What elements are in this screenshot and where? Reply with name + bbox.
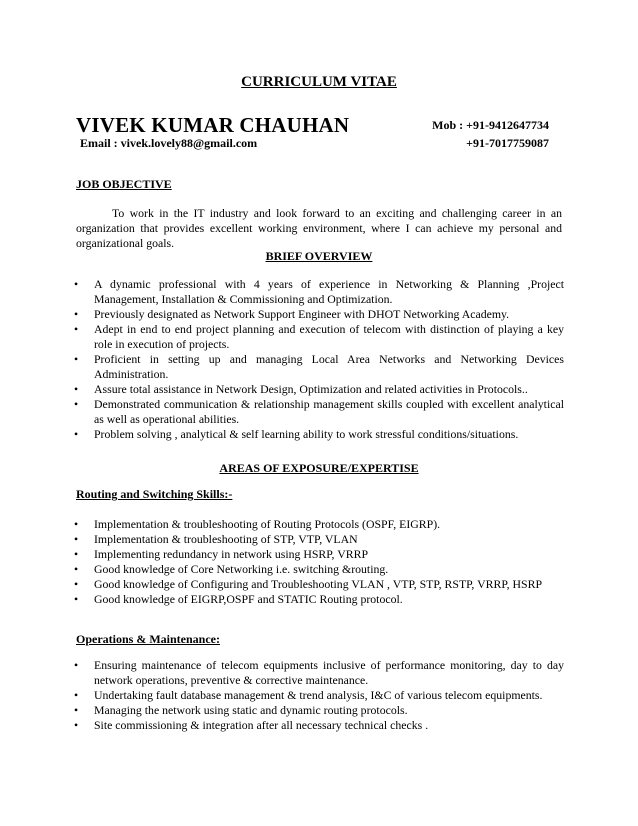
list-item: • Ensuring maintenance of telecom equipments inclusive of performance monitoring, day to day network operations, preventive & corrective maintenance. bbox=[74, 658, 564, 688]
list-item: • Implementing redundancy in network using HSRP, VRRP bbox=[74, 547, 564, 562]
list-item: • Site commissioning & integration after all necessary technical checks . bbox=[74, 718, 564, 733]
list-item: • A dynamic professional with 4 years of experience in Networking & Planning ,Project Management, Installation & Commissioning and Optimization. bbox=[74, 277, 564, 307]
operations-maintenance-heading: Operations & Maintenance: bbox=[76, 632, 220, 646]
job-objective-text: To work in the IT industry and look forward to an exciting and challenging career in an organization that provides excellent working environment, where I can achieve my personal and organizational goals. bbox=[76, 206, 562, 250]
list-item: • Implementation & troubleshooting of Routing Protocols (OSPF, EIGRP). bbox=[74, 517, 564, 532]
list-item: • Problem solving , analytical & self learning ability to work stressful conditions/situations. bbox=[74, 427, 564, 442]
list-item: • Good knowledge of Configuring and Troubleshooting VLAN , VTP, STP, RSTP, VRRP, HSRP bbox=[74, 577, 564, 592]
list-item: • Previously designated as Network Support Engineer with DHOT Networking Academy. bbox=[74, 307, 564, 322]
list-item: • Undertaking fault database management & trend analysis, I&C of various telecom equipments. bbox=[74, 688, 564, 703]
document-title: CURRICULUM VITAE bbox=[241, 74, 397, 90]
job-objective-heading: JOB OBJECTIVE bbox=[76, 177, 172, 191]
list-item: • Assure total assistance in Network Design, Optimization and related activities in Protocols.. bbox=[74, 382, 564, 397]
mobile-number-secondary: +91-7017759087 bbox=[466, 136, 549, 150]
candidate-name: VIVEK KUMAR CHAUHAN bbox=[76, 113, 350, 137]
operations-list bbox=[74, 658, 564, 733]
list-item: • Demonstrated communication & relationship management skills coupled with excellent analytical as well as operational abilities. bbox=[74, 397, 564, 427]
routing-switching-heading: Routing and Switching Skills:- bbox=[76, 487, 233, 501]
list-item: • Managing the network using static and dynamic routing protocols. bbox=[74, 703, 564, 718]
list-item: • Good knowledge of Core Networking i.e. switching &routing. bbox=[74, 562, 564, 577]
mobile-number-primary: Mob : +91-9412647734 bbox=[432, 118, 549, 132]
routing-skills-list bbox=[74, 517, 564, 607]
email-line: Email : vivek.lovely88@gmail.com bbox=[80, 136, 258, 150]
brief-overview-heading: BRIEF OVERVIEW bbox=[265, 249, 373, 263]
list-item: • Proficient in setting up and managing Local Area Networks and Networking Devices Administration. bbox=[74, 352, 564, 382]
list-item: • Implementation & troubleshooting of STP, VTP, VLAN bbox=[74, 532, 564, 547]
areas-of-exposure-heading: AREAS OF EXPOSURE/EXPERTISE bbox=[219, 461, 419, 475]
list-item: • Adept in end to end project planning and execution of telecom with distinction of playing a key role in execution of projects. bbox=[74, 322, 564, 352]
list-item: • Good knowledge of EIGRP,OSPF and STATIC Routing protocol. bbox=[74, 592, 564, 607]
brief-overview-list bbox=[74, 277, 564, 442]
